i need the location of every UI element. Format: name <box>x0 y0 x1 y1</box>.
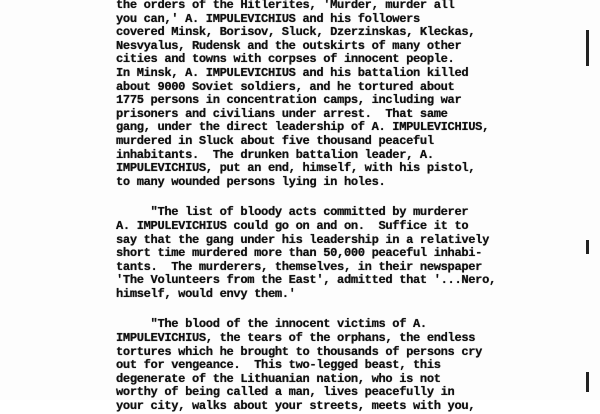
scan-margin-mark <box>586 30 589 66</box>
text-line: 1775 persons in concentration camps, including war <box>116 93 462 108</box>
text-line: prisoners and civilians under arrest. That same <box>116 106 448 121</box>
paragraph-gap <box>116 189 586 206</box>
text-line: inhabitants. The drunken battalion leader, A. <box>116 147 434 162</box>
text-line: you can,' A. IMPULEVICHIUS and his followers <box>116 11 420 26</box>
text-line: A. IMPULEVICHIUS could go on and on. Suffice it to <box>116 218 469 233</box>
text-line: out for vengeance. This two-legged beast, this <box>116 358 441 373</box>
text-line: worthy of being called a man, lives peacefully in <box>116 385 455 400</box>
text-line: about 9000 Soviet soldiers, and he tortured about <box>116 79 455 94</box>
text-line: "The list of bloody acts committed by murderer <box>116 205 469 220</box>
text-line: the orders of the Hitlerites, 'Murder, murder all <box>116 0 455 12</box>
text-line: In Minsk, A. IMPULEVICHIUS and his battalion killed <box>116 65 469 80</box>
text-line: say that the gang under his leadership in a relatively <box>116 232 490 247</box>
scan-margin-mark <box>586 372 589 392</box>
text-line: short time murdered more than 50,000 peaceful inhabi- <box>116 246 483 261</box>
text-line: "The blood of the innocent victims of A. <box>116 317 427 332</box>
text-line: tants. The murderers, themselves, in their newspaper <box>116 259 483 274</box>
text-line: cities and towns with corpses of innocent people. <box>116 52 455 67</box>
text-line: 'The Volunteers from the East', admitted that '...Nero, <box>116 273 496 288</box>
paragraph-1 <box>116 0 586 189</box>
text-line: covered Minsk, Borisov, Sluck, Dzerzinskas, Kleckas, <box>116 25 476 40</box>
text-line: himself, would envy them.' <box>116 286 296 301</box>
text-line: gang, under the direct leadership of A. IMPULEVICHIUS, <box>116 120 490 135</box>
text-line: tortures which he brought to thousands of persons cry <box>116 344 483 359</box>
paragraph-2 <box>116 206 586 301</box>
scan-margin-mark <box>586 240 589 254</box>
text-line: to many wounded persons lying in holes. <box>116 174 386 189</box>
text-line: Nesvyalus, Rudensk and the outskirts of many other <box>116 38 462 53</box>
paragraph-3 <box>116 318 586 413</box>
text-line: degenerate of the Lithuanian nation, who is not <box>116 371 441 386</box>
text-line: your city, walks about your streets, meets with you, <box>116 399 476 414</box>
text-line: IMPULEVICHIUS, put an end, himself, with his pistol, <box>116 161 476 176</box>
text-line: IMPULEVICHIUS, the tears of the orphans, the endless <box>116 331 476 346</box>
paragraph-gap <box>116 301 586 318</box>
typewritten-text <box>116 0 586 414</box>
text-line: murdered in Sluck about five thousand peaceful <box>116 133 434 148</box>
